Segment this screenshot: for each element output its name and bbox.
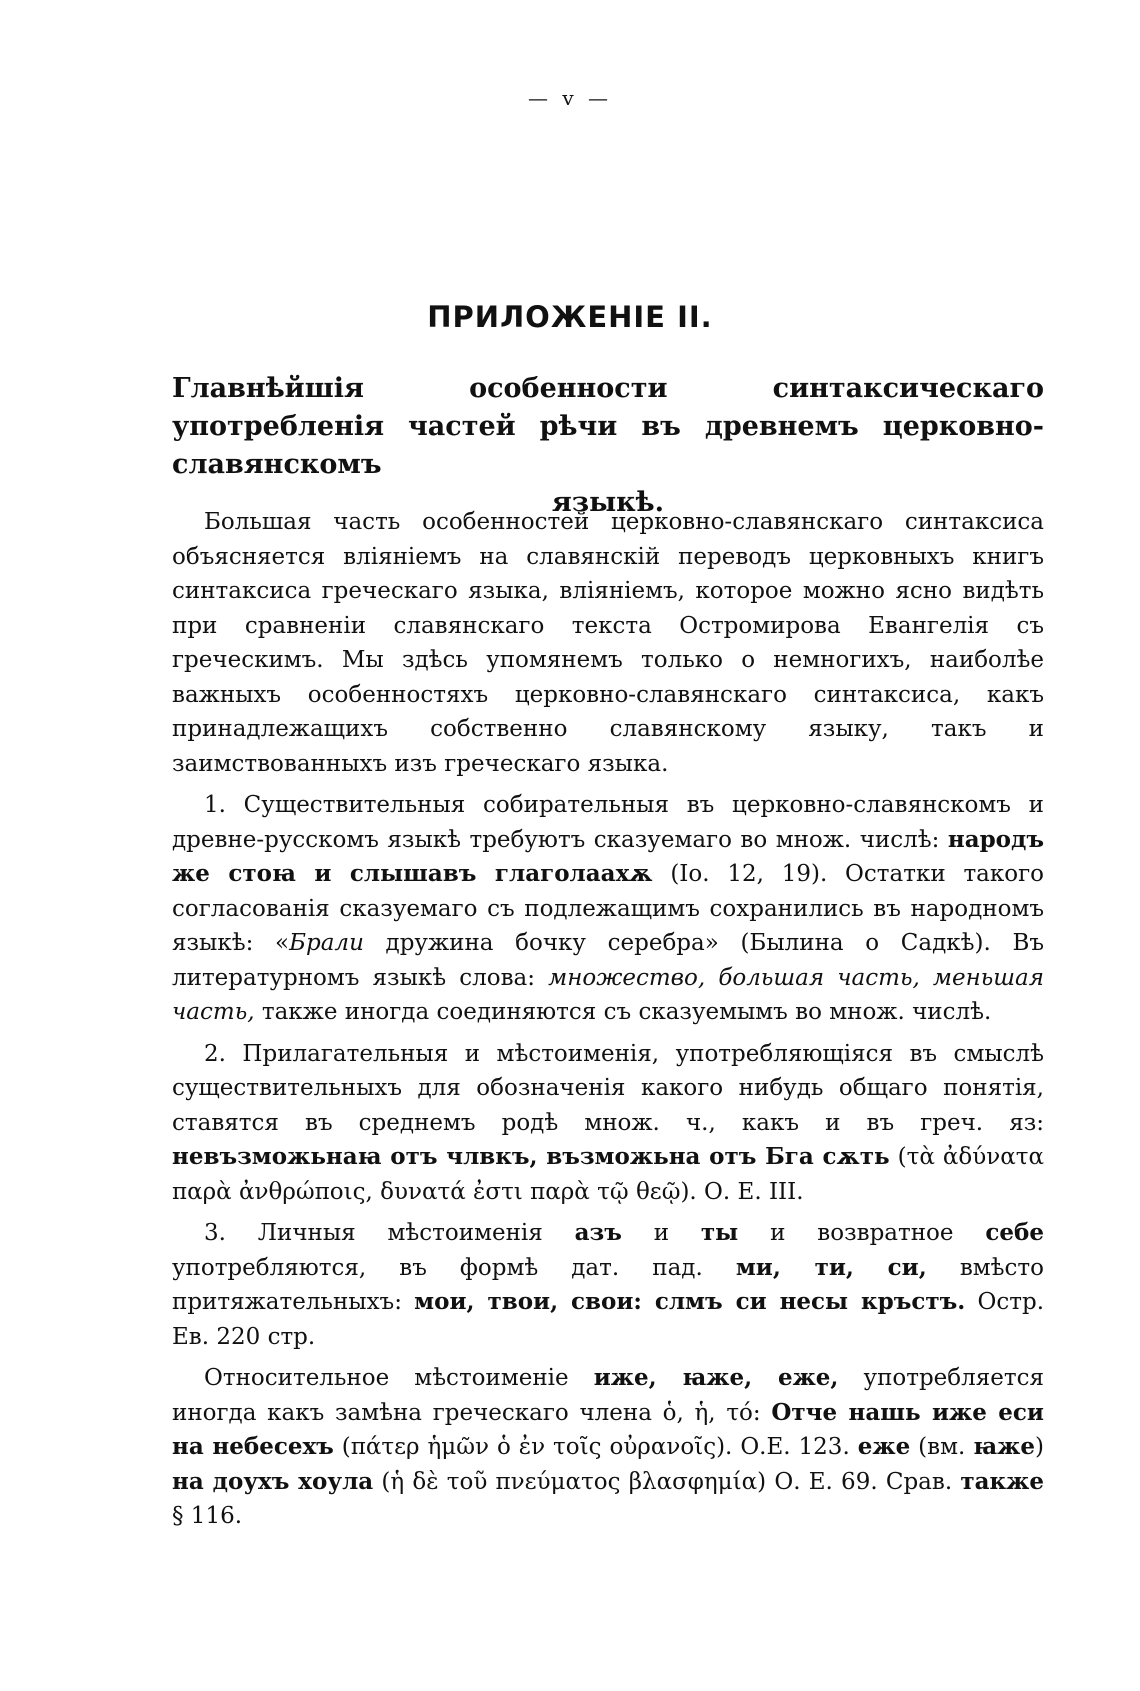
p3-word-az: азъ <box>574 1219 622 1246</box>
p3-text-a: 3. Личныя мѣстоименія <box>204 1220 575 1246</box>
section-heading-last: языкѣ. <box>551 487 665 518</box>
paragraph-2 <box>172 1037 1044 1210</box>
p1-example-literary: множество, большая часть, меньшая часть, <box>172 964 1044 1025</box>
p4-text-a: Относительное мѣстоименіе <box>204 1365 594 1391</box>
p3-word-sebe: себе <box>985 1219 1044 1246</box>
p1-text-c: (Іо. 12, 19). Остатки такого согласованія сказуемаго съ подлежащимъ сохранились въ народномъ языкѣ: « <box>172 861 1045 956</box>
section-heading <box>172 370 1044 522</box>
p3-text-e: и возвратное <box>738 1220 986 1246</box>
page-number: — v — <box>527 86 612 110</box>
p4-relative-pronouns: иже, ꙗже, еже, <box>593 1364 839 1391</box>
p3-text-g: употребляются, въ формѣ дат. пад. <box>172 1254 736 1281</box>
p3-text-k: Остр. Ев. 220 стр. <box>172 1289 1044 1350</box>
section-heading-main: Главнѣйшія особенности синтаксическаго употребленія частей рѣчи въ древнемъ церковно-славянскомъ <box>172 373 1044 480</box>
appendix-title: ПРИЛОЖЕНІЕ II. <box>427 300 713 334</box>
paragraph-4 <box>172 1361 1044 1534</box>
p4-word-eje: еже <box>857 1433 911 1460</box>
p2-text-greek: (τὰ ἀδύνατα παρὰ ἀνθρώποις, δυνατά ἐστι παρὰ τῷ θεῷ). О. Е. III. <box>172 1144 1045 1205</box>
p4-example-otche: Отче нашь иже еси на небесехъ <box>172 1398 1044 1460</box>
p4-text-m: § 116. <box>172 1503 243 1529</box>
paragraph-3 <box>172 1216 1044 1354</box>
p4-text-i: ) <box>1035 1434 1044 1460</box>
p1-example-slavonic: народъ же стоꙗ и слышавъ глаголаахѫ <box>172 825 1044 887</box>
p4-text-g: (вм. <box>910 1434 974 1460</box>
p1-text-e: дружина бочку серебра» (Былина о Садкѣ). Въ литературномъ языкѣ слова: <box>172 930 1044 991</box>
p1-text-g: также иногда соединяются съ сказуемымъ во множ. числѣ. <box>254 999 992 1025</box>
p4-word-yaje: ꙗже <box>973 1433 1036 1460</box>
body-text <box>172 505 1044 1541</box>
p1-example-folk: Брали <box>289 930 364 956</box>
intro-paragraph: Большая часть особенностей церковно-славянскаго синтаксиса объясняется вліяніемъ на славянскій переводъ церковныхъ книгъ синтаксиса греческаго языка, вліяніемъ, которое можно ясно видѣть при сравненіи славянскаго текста Остромирова Евангелія съ греческимъ. Мы здѣсь упомянемъ только о немногихъ, наиболѣе важныхъ особенностяхъ церковно-славянскаго синтаксиса, какъ принадлежащихъ собственно славянскому языку, такъ и заимствованныхъ изъ греческаго языка. <box>172 509 1044 777</box>
p2-text-a: 2. Прилагательныя и мѣстоименія, употребляющіяся въ смыслѣ существительныхъ для обозначенія какого нибудь общаго понятія, ставятся въ среднемъ родѣ множ. ч., какъ и въ греч. яз: <box>172 1040 1044 1136</box>
p3-dative-forms: ми, ти, си, <box>735 1253 927 1281</box>
p4-word-takzhe: также <box>960 1467 1044 1495</box>
p2-example-slavonic: невъзможьнаꙗ отъ члвкъ, възможьна отъ Бга сѫть <box>172 1143 890 1170</box>
p4-text-c: употребляется иногда какъ замѣна греческаго члена ὁ, ἡ, τό: <box>172 1365 1044 1426</box>
paragraph-1 <box>172 788 1044 1030</box>
p3-example-slavonic: мои, твои, свои: слмъ си несы кръстъ. <box>414 1288 966 1315</box>
p3-word-ty: ты <box>700 1219 739 1246</box>
p4-text-k: (ἡ δὲ τοῦ πνεύματος βλασφημία) О. Е. 69. Срав. <box>373 1468 961 1495</box>
p4-example-khula: на доухъ хоула <box>172 1467 374 1495</box>
p4-text-e: (πάτερ ἡμῶν ὁ ἐν τοῖς οὐρανοῖς). О.Е. 123. <box>333 1434 858 1460</box>
p1-text-a: 1. Существительныя собирательныя въ церковно-славянскомъ и древне-русскомъ языкѣ требуютъ сказуемаго во множ. числѣ: <box>172 792 1044 853</box>
p3-text-i: вмѣсто притяжательныхъ: <box>172 1254 1044 1315</box>
p3-text-c: и <box>621 1220 701 1246</box>
